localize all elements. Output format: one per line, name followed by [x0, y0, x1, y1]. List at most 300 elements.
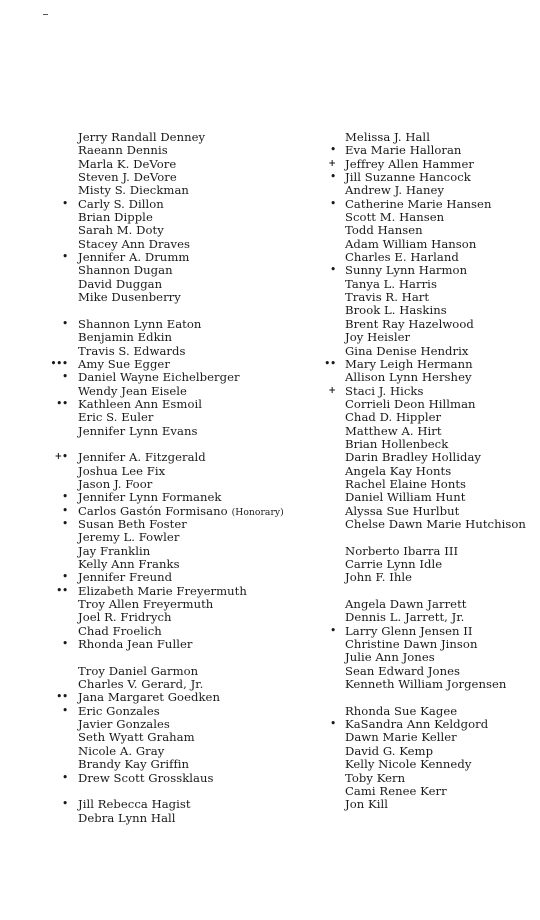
honor-mark: • — [62, 505, 68, 516]
honor-mark: • — [330, 265, 336, 276]
student-name — [345, 131, 430, 144]
name-text: Alyssa Sue Hurlbut — [345, 503, 460, 518]
name-text: Travis R. Hart — [345, 290, 430, 305]
name-text: Sean Edward Jones — [345, 663, 460, 678]
name-entry — [316, 304, 538, 317]
name-entry — [48, 531, 298, 544]
student-name — [345, 665, 460, 678]
name-text: Sunny Lynn Harmon — [345, 263, 468, 278]
student-name — [345, 184, 444, 197]
honor-mark: + — [328, 158, 336, 169]
name-entry — [316, 331, 538, 344]
name-text: Christine Dawn Jinson — [345, 637, 478, 652]
student-name — [345, 798, 388, 811]
name-entry — [316, 785, 538, 798]
student-name — [78, 224, 164, 237]
name-entry — [48, 745, 298, 758]
name-entry — [48, 264, 298, 277]
name-text: Jill Rebecca Hagist — [78, 797, 191, 812]
name-entry — [316, 318, 538, 331]
name-entry — [48, 385, 298, 398]
student-name — [345, 345, 468, 358]
student-name — [345, 678, 506, 691]
student-name — [78, 278, 162, 291]
name-text: Carlos Gastón Formisano — [78, 503, 228, 518]
name-text: Gina Denise Hendrix — [345, 343, 469, 358]
section-gap — [48, 304, 298, 317]
honor-mark: • — [62, 705, 68, 716]
name-entry — [48, 238, 298, 251]
name-text: Jason J. Foor — [78, 476, 153, 491]
section-gap — [316, 531, 538, 544]
name-text: Benjamin Edkin — [78, 330, 172, 345]
name-entry — [48, 411, 298, 424]
name-entry — [48, 678, 298, 691]
name-text: Andrew J. Haney — [345, 183, 445, 198]
name-entry — [316, 198, 538, 211]
student-name — [78, 611, 172, 624]
name-entry — [316, 251, 538, 264]
honor-mark: • — [62, 518, 68, 529]
student-name — [345, 731, 457, 744]
student-name — [345, 211, 444, 224]
name-text: Carrie Lynn Idle — [345, 557, 443, 571]
name-entry — [48, 465, 298, 478]
scan-mark — [43, 14, 48, 15]
student-name — [78, 585, 247, 598]
section-gap — [316, 585, 538, 598]
name-text: Larry Glenn Jensen II — [345, 623, 473, 638]
name-entry — [48, 171, 298, 184]
name-text: Jennifer A. Drumm — [78, 250, 190, 265]
student-name — [345, 625, 473, 638]
name-entry — [316, 171, 538, 184]
name-entry — [316, 238, 538, 251]
student-name — [78, 264, 173, 277]
name-text: Elizabeth Marie Freyermuth — [78, 583, 247, 598]
name-entry — [316, 264, 538, 277]
student-name — [78, 625, 162, 638]
name-entry — [316, 558, 538, 571]
name-text: Daniel William Hunt — [345, 490, 466, 505]
student-name — [345, 304, 447, 317]
name-text: David Duggan — [78, 276, 163, 291]
name-entry — [316, 411, 538, 424]
name-entry — [48, 705, 298, 718]
student-name — [78, 345, 185, 358]
student-name — [345, 545, 458, 558]
name-text: Jerry Randall Denney — [78, 130, 206, 144]
honor-mark: •• — [56, 585, 68, 596]
honor-mark: + — [328, 385, 336, 396]
name-entry — [316, 478, 538, 491]
name-text: Debra Lynn Hall — [78, 810, 176, 825]
name-entry — [48, 291, 298, 304]
name-text: Toby Kern — [345, 770, 406, 785]
honor-mark: • — [330, 625, 336, 636]
name-entry — [316, 651, 538, 664]
name-text: Kathleen Ann Esmoil — [78, 396, 203, 411]
student-name — [345, 745, 433, 758]
name-text: Rhonda Jean Fuller — [78, 637, 193, 652]
name-entry — [316, 798, 538, 811]
student-name — [78, 812, 176, 825]
name-entry — [48, 398, 298, 411]
name-text: Allison Lynn Hershey — [345, 370, 472, 385]
name-entry — [48, 345, 298, 358]
name-text: Angela Kay Honts — [345, 463, 452, 478]
name-text: Dennis L. Jarrett, Jr. — [345, 610, 465, 625]
name-entry — [48, 331, 298, 344]
name-entry — [316, 385, 538, 398]
student-name — [78, 731, 195, 744]
name-text: Steven J. DeVore — [78, 170, 177, 185]
name-entry — [48, 772, 298, 785]
name-text: Eric Gonzales — [78, 703, 160, 718]
name-text: Joshua Lee Fix — [78, 463, 166, 478]
name-text: Chelse Dawn Marie Hutchison — [345, 516, 526, 531]
name-entry — [48, 198, 298, 211]
name-entry — [316, 144, 538, 157]
student-name — [78, 451, 206, 464]
student-name — [345, 371, 472, 384]
name-text: Nicole A. Gray — [78, 743, 165, 758]
honor-mark: •• — [56, 692, 68, 703]
student-name — [78, 665, 198, 678]
name-entry — [316, 224, 538, 237]
name-entry — [48, 144, 298, 157]
student-name — [345, 478, 466, 491]
name-text: Chad D. Hippler — [345, 410, 442, 425]
name-entry — [316, 665, 538, 678]
student-name — [78, 545, 150, 558]
student-name — [345, 331, 410, 344]
name-text: Shannon Dugan — [78, 263, 173, 278]
student-name — [345, 558, 442, 571]
name-entry — [316, 625, 538, 638]
honorary-note: (Honorary) — [231, 506, 284, 518]
name-entry — [48, 518, 298, 531]
student-name — [78, 425, 198, 438]
name-text: Todd Hansen — [345, 223, 423, 238]
student-name — [345, 598, 466, 611]
student-name — [78, 678, 203, 691]
name-entry — [316, 505, 538, 518]
student-name — [78, 571, 172, 584]
name-entry — [316, 518, 538, 531]
name-entry — [48, 758, 298, 771]
name-text: Susan Beth Foster — [78, 516, 187, 531]
student-name — [345, 758, 471, 771]
student-name — [345, 198, 491, 211]
name-entry — [48, 491, 298, 504]
student-name — [345, 411, 441, 424]
student-name — [78, 318, 201, 331]
honor-mark: • — [62, 799, 68, 810]
name-text: Corrieli Deon Hillman — [345, 396, 476, 411]
name-text: David G. Kemp — [345, 743, 434, 758]
name-entry — [316, 571, 538, 584]
name-entry — [316, 358, 538, 371]
name-text: Jeffrey Allen Hammer — [345, 156, 474, 171]
name-entry — [316, 438, 538, 451]
name-text: Dawn Marie Keller — [345, 730, 457, 745]
name-text: Shannon Lynn Eaton — [78, 316, 202, 331]
name-entry — [316, 345, 538, 358]
student-name — [345, 785, 447, 798]
name-text: Amy Sue Egger — [78, 356, 170, 371]
name-text: Eva Marie Halloran — [345, 143, 462, 158]
name-entry — [316, 158, 538, 171]
student-name — [78, 358, 170, 371]
student-name — [78, 478, 152, 491]
name-entry — [316, 545, 538, 558]
name-entry — [316, 598, 538, 611]
name-entry — [48, 211, 298, 224]
student-name — [78, 371, 240, 384]
name-text: Javier Gonzales — [78, 717, 170, 732]
student-name — [345, 251, 459, 264]
student-name — [78, 144, 168, 157]
name-entry — [316, 745, 538, 758]
honor-mark: •• — [324, 358, 336, 369]
name-entry — [316, 425, 538, 438]
name-entry — [48, 478, 298, 491]
name-text: Joel R. Fridrych — [78, 610, 172, 625]
name-text: Melissa J. Hall — [345, 130, 430, 144]
name-text: Jill Suzanne Hancock — [345, 170, 471, 185]
honor-mark: • — [62, 372, 68, 383]
student-name — [78, 718, 170, 731]
name-text: Adam William Hanson — [345, 236, 477, 251]
name-text: Jennifer Freund — [78, 570, 173, 585]
name-text: Kelly Ann Franks — [78, 557, 180, 571]
student-name — [345, 718, 488, 731]
name-entry — [48, 625, 298, 638]
name-entry — [316, 465, 538, 478]
student-name — [78, 705, 160, 718]
name-text: Brian Dipple — [78, 210, 153, 225]
student-name — [345, 451, 481, 464]
name-entry — [316, 772, 538, 785]
name-entry — [316, 184, 538, 197]
honor-mark: •• — [56, 398, 68, 409]
name-entry — [316, 678, 538, 691]
name-entry — [48, 184, 298, 197]
name-entry — [48, 558, 298, 571]
student-name — [78, 558, 180, 571]
section-gap — [48, 438, 298, 451]
student-name — [78, 638, 192, 651]
student-name — [78, 798, 191, 811]
name-entry — [48, 158, 298, 171]
name-text: Seth Wyatt Graham — [78, 730, 195, 745]
name-entry — [316, 758, 538, 771]
name-entry — [48, 251, 298, 264]
name-entry — [48, 318, 298, 331]
name-text: Sarah M. Doty — [78, 223, 164, 238]
name-text: Jay Franklin — [78, 543, 151, 558]
student-name — [345, 505, 459, 518]
honor-mark: • — [330, 719, 336, 730]
name-entry — [316, 291, 538, 304]
name-entry — [48, 812, 298, 825]
student-name — [345, 611, 464, 624]
name-text: Drew Scott Grossklaus — [78, 770, 214, 785]
student-name — [78, 171, 177, 184]
honor-mark: • — [62, 252, 68, 263]
student-name — [78, 291, 181, 304]
student-name — [78, 772, 214, 785]
student-name — [345, 264, 467, 277]
name-entry — [48, 798, 298, 811]
name-text: Joy Heisler — [345, 330, 411, 345]
name-text: Jon Kill — [345, 797, 388, 812]
name-entry — [48, 425, 298, 438]
name-text: Norberto Ibarra III — [345, 543, 459, 558]
name-entry — [316, 705, 538, 718]
student-name — [345, 465, 451, 478]
name-text: Brook L. Haskins — [345, 303, 447, 318]
student-name — [345, 491, 465, 504]
name-entry — [316, 611, 538, 624]
student-name — [345, 571, 412, 584]
name-text: Daniel Wayne Eichelberger — [78, 370, 240, 385]
name-text: Charles E. Harland — [345, 250, 459, 265]
name-text: Brian Hollenbeck — [345, 436, 449, 451]
name-text: Rachel Elaine Honts — [345, 476, 467, 491]
name-text: Carly S. Dillon — [78, 196, 164, 211]
name-entry — [316, 131, 538, 144]
name-text: Brandy Kay Griffin — [78, 757, 190, 772]
name-text: Catherine Marie Hansen — [345, 196, 492, 211]
student-name — [78, 518, 187, 531]
student-name — [78, 411, 153, 424]
name-entry — [48, 278, 298, 291]
name-text: Kenneth William Jorgensen — [345, 677, 507, 692]
student-name — [78, 398, 202, 411]
name-text: Darin Bradley Holliday — [345, 450, 482, 465]
student-name — [78, 758, 189, 771]
name-entry — [48, 638, 298, 651]
name-text: Eric S. Euler — [78, 410, 154, 425]
name-text: Troy Daniel Garmon — [78, 663, 199, 678]
left-name-column — [48, 131, 298, 825]
student-name — [78, 385, 187, 398]
student-name — [345, 438, 448, 451]
name-entry — [48, 571, 298, 584]
student-name — [78, 211, 153, 224]
name-entry — [48, 598, 298, 611]
student-name — [78, 238, 190, 251]
student-name — [345, 705, 457, 718]
student-name — [78, 531, 179, 544]
name-text: Jennifer Lynn Formanek — [78, 490, 222, 505]
name-entry — [48, 505, 298, 518]
name-entry — [316, 718, 538, 731]
name-entry — [48, 691, 298, 704]
section-gap — [48, 785, 298, 798]
student-name — [345, 171, 471, 184]
name-text: Matthew A. Hirt — [345, 423, 442, 438]
student-name — [78, 691, 220, 704]
student-name — [78, 251, 189, 264]
right-name-column — [316, 131, 538, 812]
student-name — [345, 238, 476, 251]
name-entry — [316, 371, 538, 384]
honor-mark: • — [62, 772, 68, 783]
student-name — [345, 638, 477, 651]
student-name — [345, 518, 526, 531]
section-gap — [48, 651, 298, 664]
name-entry — [316, 638, 538, 651]
student-name — [78, 184, 189, 197]
name-entry — [316, 451, 538, 464]
name-text: Julie Ann Jones — [345, 650, 435, 665]
name-text: Brent Ray Hazelwood — [345, 316, 474, 331]
student-name — [78, 465, 165, 478]
name-entry — [316, 491, 538, 504]
name-entry — [48, 358, 298, 371]
name-entry — [48, 731, 298, 744]
student-name — [78, 198, 164, 211]
honor-mark: • — [330, 198, 336, 209]
name-text: Wendy Jean Eisele — [78, 383, 187, 398]
name-entry — [48, 371, 298, 384]
honor-mark: • — [62, 572, 68, 583]
student-name — [78, 158, 176, 171]
name-text: Troy Allen Freyermuth — [78, 597, 214, 612]
name-entry — [48, 611, 298, 624]
honor-mark: • — [330, 172, 336, 183]
name-text: Marla K. DeVore — [78, 156, 177, 171]
student-name — [345, 144, 461, 157]
honor-mark: • — [62, 639, 68, 650]
name-text: Angela Dawn Jarrett — [345, 597, 467, 612]
honor-mark: ••• — [50, 358, 68, 369]
honor-mark: • — [62, 318, 68, 329]
name-text: Mike Dusenberry — [78, 290, 181, 305]
student-name — [345, 291, 429, 304]
name-text: Scott M. Hansen — [345, 210, 445, 225]
name-text: Jeremy L. Fowler — [78, 530, 180, 545]
name-text: KaSandra Ann Keldgord — [345, 717, 489, 732]
honor-mark: • — [62, 492, 68, 503]
student-name — [345, 358, 473, 371]
student-name — [78, 745, 164, 758]
student-name — [78, 491, 222, 504]
name-entry — [48, 665, 298, 678]
name-text: Travis S. Edwards — [78, 343, 186, 358]
student-name — [78, 598, 213, 611]
name-text: Raeann Dennis — [78, 143, 168, 158]
student-name — [345, 425, 442, 438]
name-entry — [316, 398, 538, 411]
student-name — [78, 331, 172, 344]
honor-mark: +• — [54, 452, 68, 463]
name-text: Mary Leigh Hermann — [345, 356, 473, 371]
name-text: Staci J. Hicks — [345, 383, 424, 398]
student-name — [345, 318, 474, 331]
honor-mark: • — [330, 145, 336, 156]
name-entry — [316, 211, 538, 224]
name-entry — [48, 718, 298, 731]
student-name — [345, 398, 476, 411]
name-entry — [48, 585, 298, 598]
name-text: Misty S. Dieckman — [78, 183, 189, 198]
student-name — [345, 278, 437, 291]
name-text: Tanya L. Harris — [345, 276, 437, 291]
